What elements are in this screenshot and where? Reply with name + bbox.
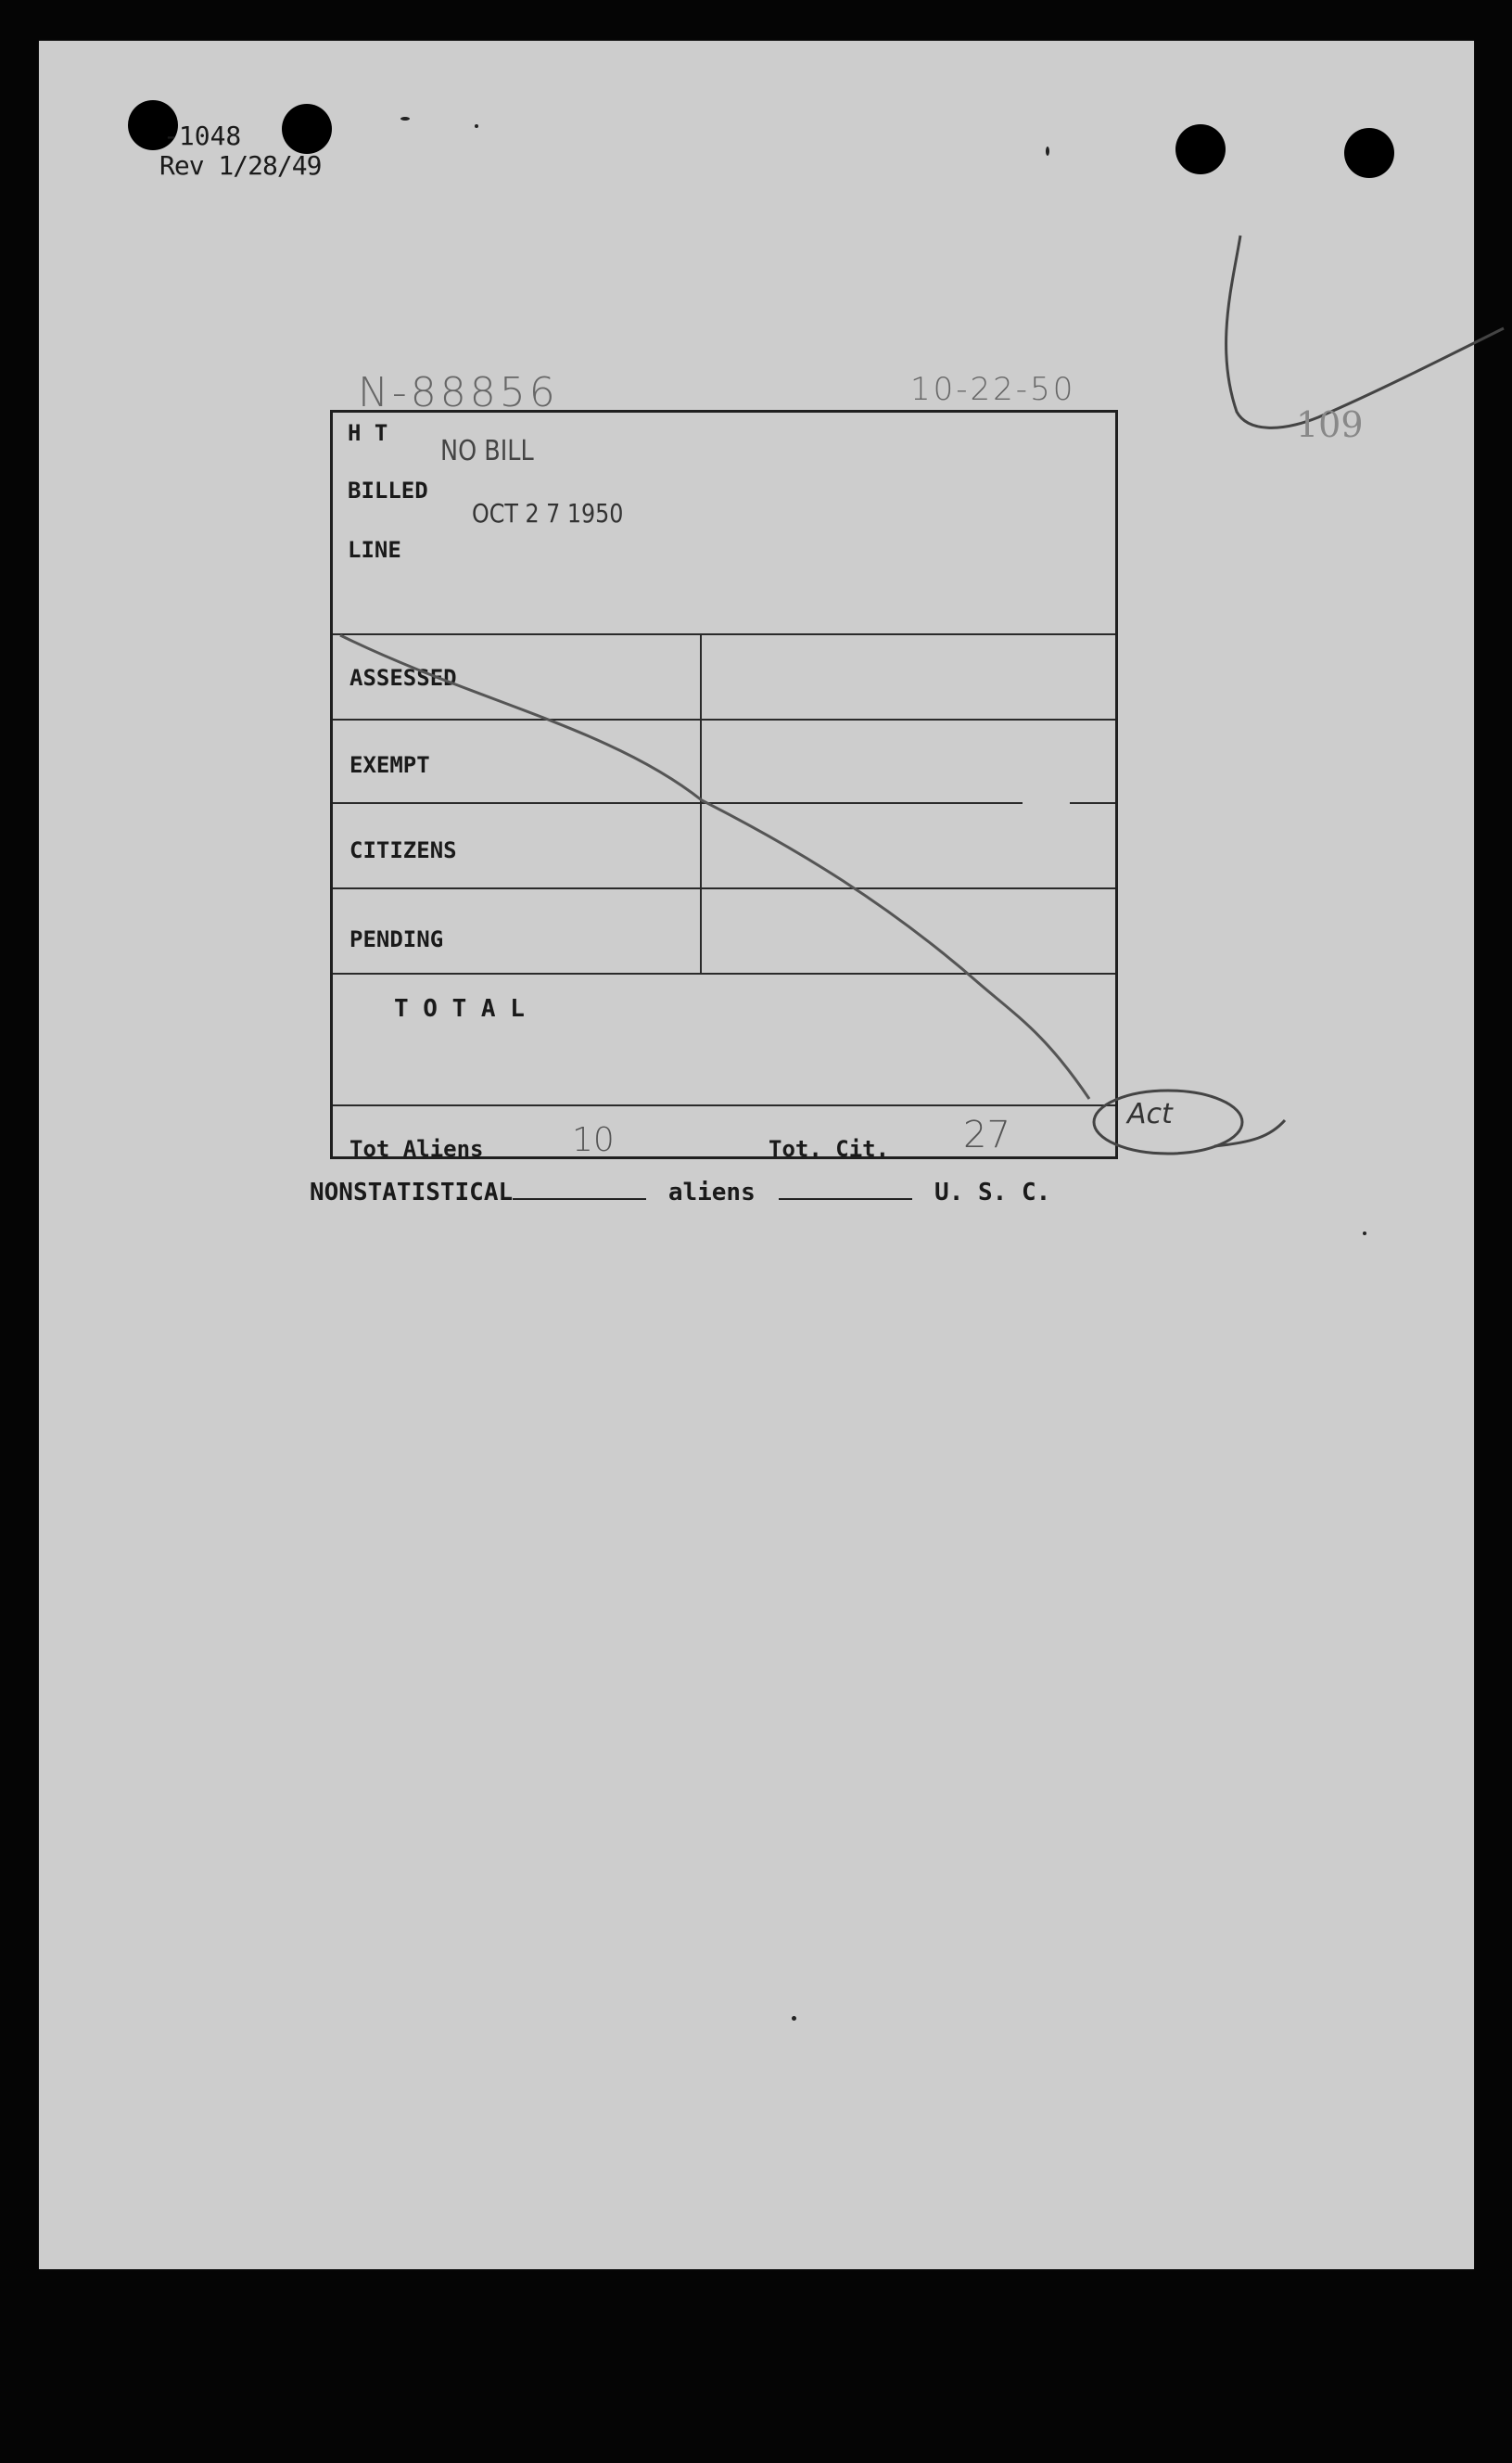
no-bill-stamp: NO BILL [440,435,534,467]
dust-mark [400,117,410,121]
punch-hole [1175,124,1226,174]
usc-label: U. S. C. [934,1179,1051,1206]
dust-mark [1363,1232,1366,1235]
page-number: 109 [1296,404,1364,445]
form-number: -1048 [163,121,242,151]
billed-date-stamp: OCT 2 7 1950 [472,498,624,529]
row-label-assessed: ASSESSED [349,665,457,691]
tot-aliens-value: 10 [572,1121,615,1159]
nonstatistical-label: NONSTATISTICAL [310,1179,514,1206]
punch-hole [1344,128,1394,178]
total-label: T O T A L [394,995,525,1023]
form-revision: Rev 1/28/49 [159,150,322,181]
form-table [330,410,1118,1162]
dust-mark [1046,147,1049,156]
dust-mark [475,124,478,128]
line-label: LINE [348,537,401,563]
row-label-pending: PENDING [349,926,444,952]
row-label-citizens: CITIZENS [349,837,457,863]
aliens-blank [779,1178,912,1200]
strike-through-line [333,413,1115,1156]
initials-circle [1075,1072,1298,1174]
file-number: N-88856 [358,369,559,416]
tot-cit-label: Tot. Cit. [769,1136,890,1162]
footer-line [310,1178,1050,1206]
document-page [39,41,1474,2269]
tot-cit-value: 27 [963,1114,1010,1156]
handwritten-date: 10-22-50 [910,371,1076,408]
nonstatistical-blank [513,1178,646,1200]
dust-mark [792,2016,796,2021]
punch-hole [282,104,332,154]
footer-aliens-label: aliens [667,1179,756,1206]
initials: Act [1127,1098,1173,1130]
row-label-exempt: EXEMPT [349,752,430,778]
tot-aliens-label: Tot Aliens [349,1136,484,1162]
ht-label: H T [348,420,388,446]
billed-label: BILLED [348,478,428,504]
